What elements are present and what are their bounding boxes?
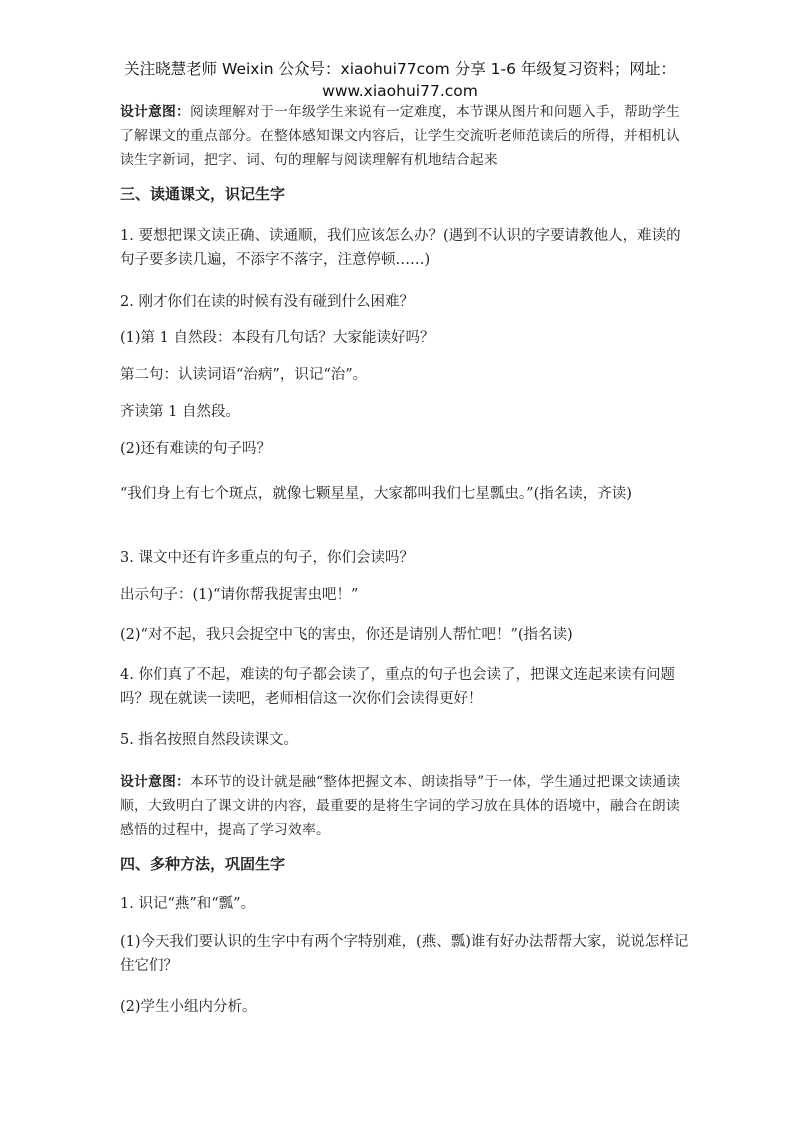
list-item: “我们身上有七个斑点，就像七颗星星，大家都叫我们七星瓢虫。”(指名读，齐读): [120, 486, 632, 502]
list-item: 第二句：认读词语“治病”，识记“治”。: [120, 367, 368, 383]
list-item: 出示句子：(1)“请你帮我捉害虫吧！”: [120, 587, 359, 603]
list-item: 1. 要想把课文读正确、读通顺，我们应该怎么办？(遇到不认识的字要请教他人，难读的句子要多读几遍，不添字不落字，注意停顿……): [120, 228, 681, 268]
page-header: [100, 58, 700, 102]
list-item: (2)“对不起，我只会捉空中飞的害虫，你还是请别人帮忙吧！”(指名读): [120, 627, 573, 643]
list-item: 3. 课文中还有许多重点的句子，你们会读吗？: [120, 550, 414, 566]
list-item: 4. 你们真了不起，难读的句子都会读了，重点的句子也会读了，把课文连起来读有问题吗？现在就读一读吧，老师相信这一次你们会读得更好！: [120, 667, 675, 707]
list-item: (1)今天我们要认识的生字中有两个字特别难，(燕、瓢)谁有好办法帮帮大家，说说怎样记住它们？: [120, 934, 689, 974]
design-intent-label: 设计意图：: [120, 104, 190, 120]
design-intent-label: 设计意图：: [120, 774, 190, 790]
design-intent-text: 阅读理解对于一年级学生来说有一定难度，本节课从图片和问题入手，帮助学生了解课文的重点部分。在整体感知课文内容后，让学生交流听老师范读后的所得，并相机认读生字新词，把字、词、句的理解与阅读理解有机地结合起来: [120, 104, 680, 168]
list-item: (1)第 1 自然段：本段有几句话？大家能读好吗？: [120, 330, 435, 346]
section-3-heading: 三、读通课文，识记生字: [120, 185, 286, 203]
design-intent-paragraph-1: [120, 100, 692, 172]
list-item: 1. 识记“燕”和“瓢”。: [120, 896, 256, 912]
design-intent-paragraph-2: [120, 770, 692, 842]
design-intent-text: 本环节的设计就是融“整体把握文本、朗读指导”于一体，学生通过把课文读通读顺，大致明白了课文讲的内容，最重要的是将生字词的学习放在具体的语境中，融合在朗读感悟的过程中，提高了学习效率。: [120, 774, 681, 838]
list-item: 2. 刚才你们在读的时候有没有碰到什么困难？: [120, 294, 414, 310]
header-line-1: 关注晓慧老师 Weixin 公众号：xiaohui77com 分享 1-6 年级复习资料；网址：: [124, 60, 676, 78]
header-website: www.xiaohui77.com: [322, 82, 478, 100]
section-4-heading: 四、多种方法，巩固生字: [120, 855, 286, 873]
list-item: 齐读第 1 自然段。: [120, 404, 240, 420]
list-item: 5. 指名按照自然段读课文。: [120, 732, 298, 748]
list-item: (2)还有难读的句子吗？: [120, 441, 272, 457]
list-item: (2)学生小组内分析。: [120, 999, 257, 1015]
